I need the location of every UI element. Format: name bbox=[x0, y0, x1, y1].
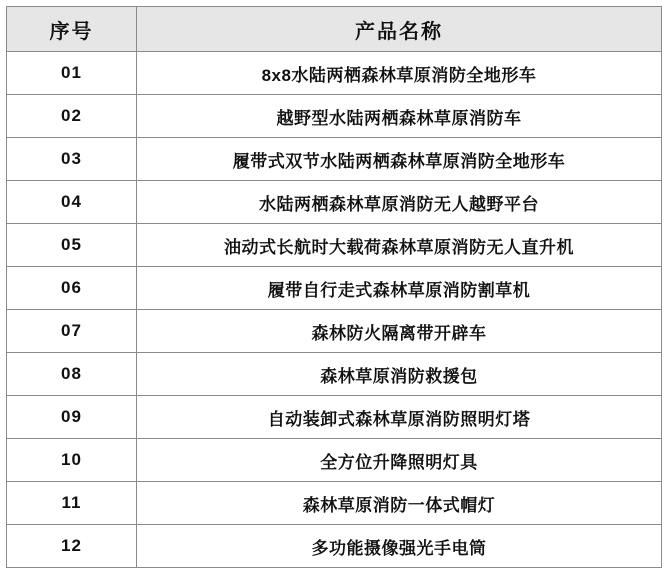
table-row bbox=[7, 482, 662, 525]
table-header bbox=[7, 7, 662, 52]
cell-index: 02 bbox=[7, 95, 137, 138]
table-row bbox=[7, 439, 662, 482]
cell-product-name: 森林防火隔离带开辟车 bbox=[137, 310, 662, 353]
cell-index: 05 bbox=[7, 224, 137, 267]
cell-product-name: 履带式双节水陆两栖森林草原消防全地形车 bbox=[137, 138, 662, 181]
table-row bbox=[7, 52, 662, 95]
cell-product-name: 森林草原消防一体式帽灯 bbox=[137, 482, 662, 525]
product-table bbox=[6, 6, 662, 568]
table-row bbox=[7, 224, 662, 267]
cell-product-name: 履带自行走式森林草原消防割草机 bbox=[137, 267, 662, 310]
cell-index: 12 bbox=[7, 525, 137, 568]
table-row bbox=[7, 138, 662, 181]
cell-product-name: 油动式长航时大载荷森林草原消防无人直升机 bbox=[137, 224, 662, 267]
column-header-name: 产品名称 bbox=[137, 7, 662, 52]
cell-product-name: 森林草原消防救援包 bbox=[137, 353, 662, 396]
table-header-row bbox=[7, 7, 662, 52]
cell-product-name: 多功能摄像强光手电筒 bbox=[137, 525, 662, 568]
cell-index: 07 bbox=[7, 310, 137, 353]
column-header-index: 序号 bbox=[7, 7, 137, 52]
cell-product-name: 水陆两栖森林草原消防无人越野平台 bbox=[137, 181, 662, 224]
table-row bbox=[7, 267, 662, 310]
table-row bbox=[7, 181, 662, 224]
document-page bbox=[0, 6, 667, 577]
cell-index: 01 bbox=[7, 52, 137, 95]
table-row bbox=[7, 95, 662, 138]
table-row bbox=[7, 525, 662, 568]
cell-index: 06 bbox=[7, 267, 137, 310]
cell-index: 11 bbox=[7, 482, 137, 525]
cell-product-name: 越野型水陆两栖森林草原消防车 bbox=[137, 95, 662, 138]
cell-index: 03 bbox=[7, 138, 137, 181]
cell-index: 10 bbox=[7, 439, 137, 482]
cell-index: 09 bbox=[7, 396, 137, 439]
cell-index: 04 bbox=[7, 181, 137, 224]
cell-product-name: 自动装卸式森林草原消防照明灯塔 bbox=[137, 396, 662, 439]
cell-product-name: 8x8水陆两栖森林草原消防全地形车 bbox=[137, 52, 662, 95]
cell-product-name: 全方位升降照明灯具 bbox=[137, 439, 662, 482]
table-row bbox=[7, 353, 662, 396]
cell-index: 08 bbox=[7, 353, 137, 396]
table-row bbox=[7, 310, 662, 353]
table-body bbox=[7, 52, 662, 568]
table-row bbox=[7, 396, 662, 439]
